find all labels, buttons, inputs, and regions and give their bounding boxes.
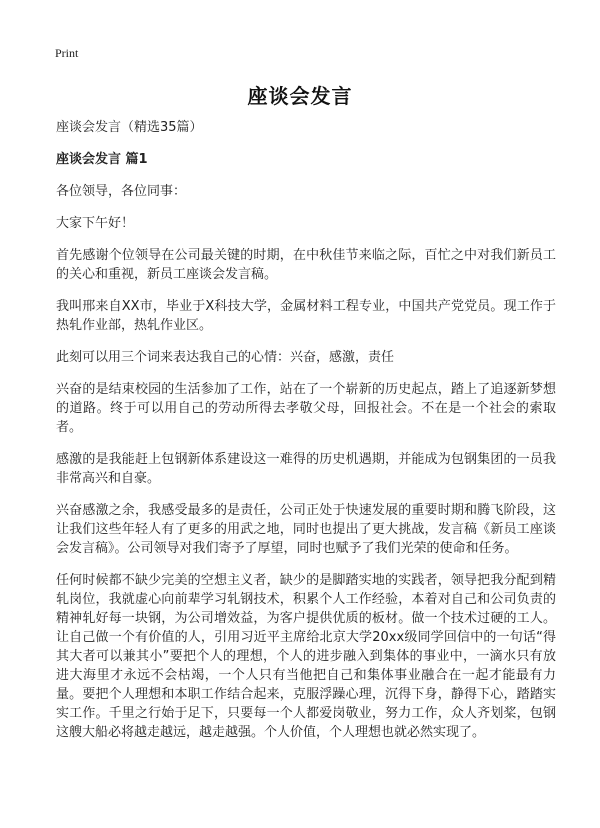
document-subtitle: 座谈会发言（精选35篇） [56, 120, 203, 135]
paragraph: 我叫邢来自XX市，毕业于X科技大学，金属材料工程专业，中国共产党党员。现工作于热轧作业部，热轧作业区。 [56, 299, 556, 333]
paragraph: 首先感谢个位领导在公司最关键的时期，在中秋佳节来临之际，百忙之中对我们新员工的关心和重视，新员工座谈会发言稿。 [56, 248, 556, 282]
paragraph: 大家下午好！ [56, 216, 135, 231]
paragraph: 兴奋感激之余，我感受最多的是责任，公司正处于快速发展的重要时期和腾飞阶段，这让我们这些年轻人有了更多的用武之地，同时也提出了更大挑战，发言稿《新员工座谈会发言稿》。公司领导对我们寄予了厚望，同时也赋予了我们光荣的使命和任务。 [56, 503, 556, 556]
paragraph: 各位领导，各位同事： [56, 184, 187, 199]
paragraph: 此刻可以用三个词来表达我自己的心情：兴奋，感激，责任 [56, 350, 395, 365]
page-title: 座谈会发言 [247, 84, 353, 108]
print-label[interactable]: Print [55, 46, 79, 60]
paragraph: 任何时候都不缺少完美的空想主义者，缺少的是脚踏实地的实践者，领导把我分配到精轧岗位，我就虚心向前辈学习轧钢技术，积累个人工作经验，本着对自己和公司负责的精神轧好每一块钢，为公司增效益，为客户提供优质的板材。做一个技术过硬的工人。让自己做一个有价值的人，引用习近平主席给北京大学20xx级同学回信中的一句话“得其大者可以兼其小”要把个人的理想，个人的进步融入到集体的事业中，一滴水只有放进大海里才永远不会枯竭，一个人只有当他把自己和集体事业融合在一起才能最有力量。要把个人理想和本职工作结合起来，克服浮躁心理，沉得下身，静得下心，踏踏实实工作。千里之行始于足下，只要每一个人都爱岗敬业，努力工作，众人齐划桨，包钢这艘大船必将越走越远，越走越强。个人价值，个人理想也就必然实现了。 [56, 573, 556, 740]
paragraph: 感激的是我能赶上包钢新体系建设这一难得的历史机遇期，并能成为包钢集团的一员我非常高兴和自豪。 [56, 452, 556, 486]
paragraph: 兴奋的是结束校园的生活参加了工作，站在了一个崭新的历史起点，踏上了追逐新梦想的道路。终于可以用自己的劳动所得去孝敬父母，回报社会。不在是一个社会的索取者。 [56, 382, 556, 435]
document-body [56, 118, 556, 755]
section-heading: 座谈会发言 篇1 [56, 152, 148, 167]
